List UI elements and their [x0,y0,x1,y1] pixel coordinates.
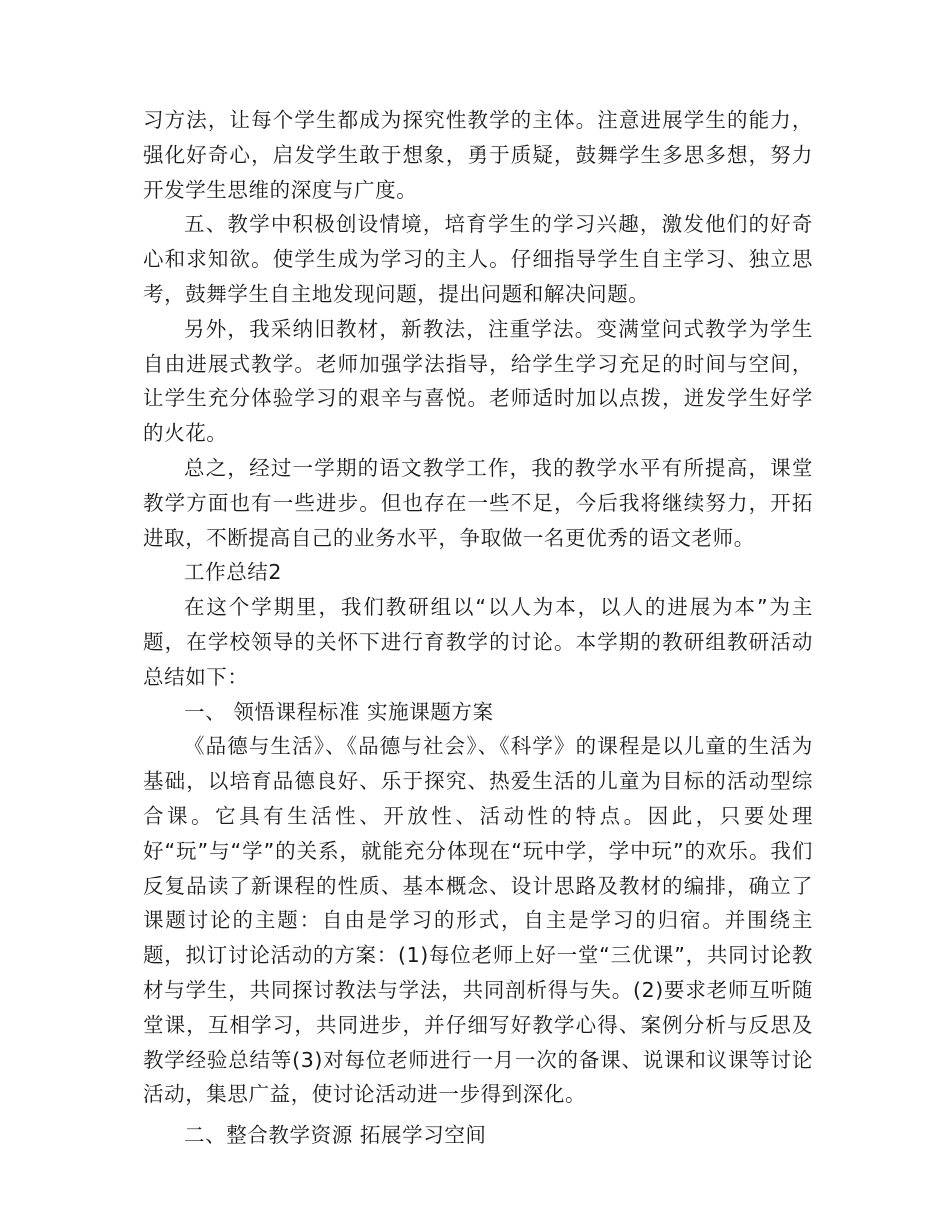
paragraph-point-five: 五、教学中积极创设情境，培育学生的学习兴趣，激发他们的好奇心和求知欲。使学生成为学习的主人。仔细指导学生自主学习、独立思考，鼓舞学生自主地发现问题，提出问题和解决问题。 [143,212,813,306]
paragraph-continued-methods: 习方法，让每个学生都成为探究性教学的主体。注意进展学生的能力，强化好奇心，启发学生敢于想象，勇于质疑，鼓舞学生多思多想，努力开发学生思维的深度与广度。 [143,108,813,202]
paragraph-curriculum: 《品德与生活》、《品德与社会》、《科学》的课程是以儿童的生活为基础，以培育品德良好、乐于探究、热爱生活的儿童为目标的活动型综合课。它具有生活性、开放性、活动性的特点。因此，只要处理好“玩”与“学”的关系，就能充分体现在“玩中学，学中玩”的欢乐。我们反复品读了新课程的性质、基本概念、设计思路及教材的编排，确立了课题讨论的主题：自由是学习的形式，自主是学习的归宿。并围绕主题，拟订讨论活动的方案：(1)每位老师上好一堂“三优课”，共同讨论教材与学生，共同探讨教法与学法，共同剖析得与失。(2)要求老师互听随堂课，互相学习，共同进步，并仔细写好教学心得、案例分析与反思及教学经验总结等(3)对每位老师进行一月一次的备课、说课和议课等讨论活动，集思广益，使讨论活动进一步得到深化。 [143,734,813,1107]
section-heading-one: 一、 领悟课程标准 实施课题方案 [184,699,494,724]
section-heading-two: 二、整合教学资源 拓展学习空间 [184,1123,487,1148]
paragraph-conclusion: 总之，经过一学期的语文教学工作，我的教学水平有所提高，课堂教学方面也有一些进步。但也存在一些不足，今后我将继续努力，开拓进取，不断提高自己的业务水平，争取做一名更优秀的语文老师。 [143,455,813,550]
section-title-summary-2: 工作总结2 [184,560,283,585]
paragraph-semester-intro: 在这个学期里，我们教研组以“以人为本，以人的进展为本”为主题，在学校领导的关怀下进行育教学的讨论。本学期的教研组教研活动总结如下： [143,595,813,689]
document-body [143,103,813,1153]
paragraph-additionally: 另外，我采纳旧教材，新教法，注重学法。变满堂问式教学为学生自由进展式教学。老师加强学法指导，给学生学习充足的时间与空间，让学生充分体验学习的艰辛与喜悦。老师适时加以点拨，迸发学生好学的火花。 [143,316,813,446]
